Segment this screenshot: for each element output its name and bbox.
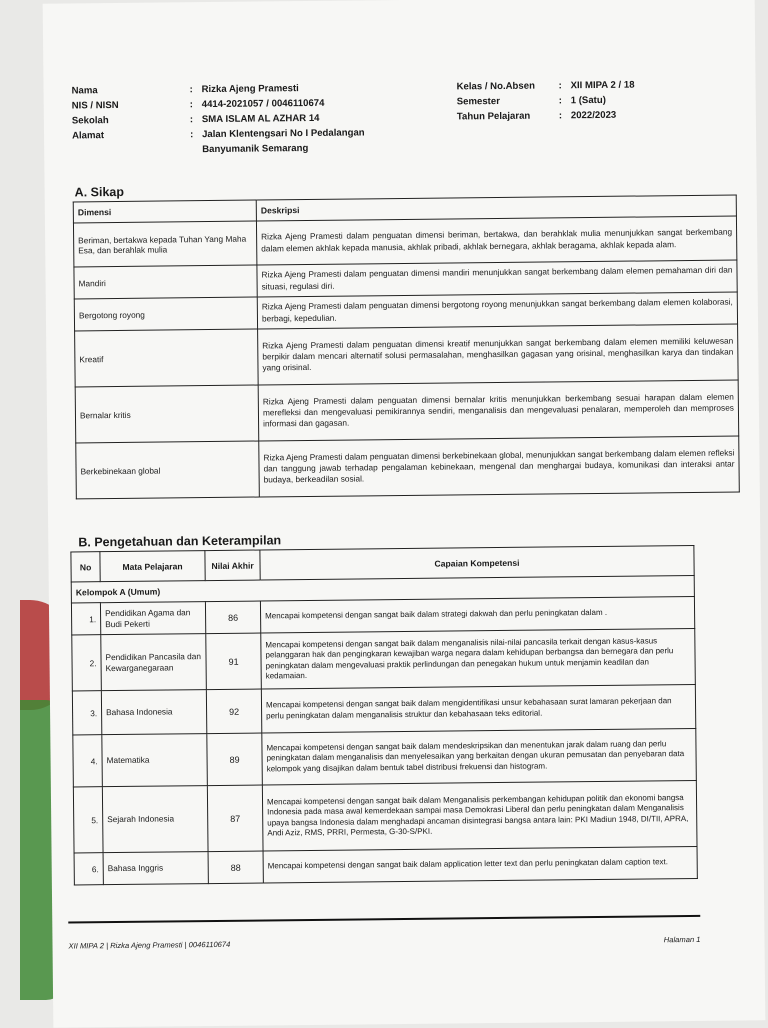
column-header-dimensi: Dimensi (73, 200, 256, 223)
row-number: 5. (73, 787, 103, 853)
sikap-table (73, 194, 740, 499)
column-header-capaian: Capaian Kompetensi (260, 545, 694, 580)
score-cell: 89 (207, 733, 263, 786)
competency-cell: Mencapai kompetensi dengan sangat baik dalam application letter text dan perlu peningkatan dalam caption text. (263, 846, 697, 883)
info-label: Semester (456, 95, 500, 108)
dimensi-cell: Kreatif (75, 329, 259, 387)
info-value: Rizka Ajeng Pramesti (201, 83, 299, 96)
competency-cell: Mencapai kompetensi dengan sangat baik dalam mengidentifikasi unsur kebahasaan surat lamaran pekerjaan dan perlu peningkatan dalam menganalisis struktur dan kebahasaan teks editorial. (261, 684, 695, 733)
info-value: XII MIPA 2 / 18 (570, 79, 635, 92)
table-row (76, 436, 740, 499)
colon: : (189, 114, 194, 126)
subject-cell: Bahasa Indonesia (101, 690, 206, 735)
footer-page-number: Halaman 1 (663, 934, 701, 945)
column-header-nilai: Nilai Akhir (205, 550, 260, 581)
footer-student-info: XII MIPA 2 | Rizka Ajeng Pramesti | 0046110674 (68, 939, 231, 951)
dimensi-cell: Mandiri (74, 265, 257, 299)
table-row (73, 216, 736, 267)
info-row-kelas (456, 78, 634, 95)
group-label: Kelompok A (Umum) (71, 575, 694, 603)
info-label: Kelas / No.Absen (456, 80, 535, 93)
table-row (72, 628, 696, 691)
info-label: Alamat (71, 130, 105, 142)
row-number: 2. (72, 635, 102, 691)
info-row-alamat (72, 122, 732, 159)
score-cell: 88 (208, 851, 263, 884)
section-title-sikap: A. Sikap (74, 184, 125, 200)
deskripsi-cell: Rizka Ajeng Pramesti dalam penguatan dimensi bernalar kritis menunjukkan berkembang sesuai harapan dalam elemen merefleksi dan mengevaluasi pemikirannya sendiri, menganalisis dan mengevaluasi penalaran, memperoleh dan memproses informasi dan gagasan. (258, 380, 739, 441)
competency-cell: Mencapai kompetensi dengan sangat baik dalam strategi dakwah dan perlu peningkatan dalam . (260, 596, 694, 633)
subject-cell: Pendidikan Pancasila dan Kewarganegaraan (101, 634, 207, 691)
score-cell: 92 (206, 689, 261, 734)
column-header-no: No (71, 552, 100, 582)
score-cell: 86 (205, 601, 260, 634)
colon: : (558, 95, 562, 107)
info-right-block (456, 78, 634, 125)
table-row (73, 780, 697, 853)
competency-cell: Mencapai kompetensi dengan sangat baik dalam mendeskripsikan dan menentukan jarak dalam ruang dan perlu peningkatan dalam menganalisis dan menyelesaikan yang berkaitan dengan ukuran pemusatan dan penyebaran data kelompok yang disajikan dalam bentuk tabel distribusi frekuensi dan histogram. (262, 728, 697, 785)
info-row-tahun (457, 108, 635, 125)
deskripsi-cell: Rizka Ajeng Pramesti dalam penguatan dimensi beriman, bertakwa, dan berahklak mulia menunjukkan sangat berkembang dalam elemen akhlak kepada manusia, akhlak pribadi, akhlak bernegara, akhlak beragama, akhlak kepada alam. (256, 216, 736, 265)
table-row (72, 684, 695, 735)
colon: : (189, 99, 193, 111)
info-value: 2022/2023 (570, 109, 617, 122)
score-cell: 91 (206, 633, 262, 690)
table-row (73, 728, 697, 787)
dimensi-cell: Beriman, bertakwa kepada Tuhan Yang Maha Esa, dan berahlak mulia (73, 221, 256, 267)
info-label: NIS / NISN (71, 99, 119, 112)
competency-cell: Mencapai kompetensi dengan sangat baik dalam menganalisis nilai-nilai pancasila terkait dengan kasus-kasus pelanggaran hak dan pengingkaran kewajiban warga negara dalam kehidupan berbangsa dan bernegara dan perlu peningkatan dalam mengevaluasi praktik perlindungan dan penegakan hukum untuk menjamin keadilan dan kedamaian. (261, 628, 696, 689)
info-value: SMA ISLAM AL AZHAR 14 (201, 112, 320, 126)
info-value: Jalan Klentengsari No I Pedalangan Banyumanik Semarang (201, 127, 365, 156)
colon: : (189, 129, 194, 141)
deskripsi-cell: Rizka Ajeng Pramesti dalam penguatan dimensi bergotong royong menunjukkan sangat berkembang dalam elemen kolaborasi, berbagi, kepedulian. (257, 292, 737, 329)
pengetahuan-table (70, 545, 697, 886)
dimensi-cell: Bergotong royong (74, 297, 257, 331)
section-title-pengetahuan: B. Pengetahuan dan Keterampilan (78, 533, 282, 550)
table-row (75, 380, 739, 443)
score-cell: 87 (207, 785, 263, 852)
student-info-header (71, 77, 732, 159)
colon: : (189, 84, 193, 96)
row-number: 3. (72, 691, 101, 735)
table-row (75, 324, 739, 387)
subject-cell: Matematika (102, 734, 208, 787)
column-header-deskripsi: Deskripsi (256, 195, 736, 221)
page-footer (68, 935, 700, 951)
footer-divider (68, 915, 700, 924)
dimensi-cell: Berkebinekaan global (76, 441, 260, 499)
subject-cell: Sejarah Indonesia (102, 786, 208, 853)
info-value: 4414-2021057 / 0046110674 (201, 97, 325, 111)
info-label: Nama (71, 85, 98, 97)
colon: : (558, 80, 562, 92)
info-label: Sekolah (71, 115, 109, 127)
dimensi-cell: Bernalar kritis (75, 385, 259, 443)
row-number: 4. (73, 735, 103, 787)
row-number: 6. (74, 853, 103, 885)
colon: : (558, 110, 563, 122)
deskripsi-cell: Rizka Ajeng Pramesti dalam penguatan dimensi berkebinekaan global, menunjukkan sangat berkembang dalam elemen refleksi dan tanggung jawab terhadap pengalaman kebinekaan, mengenal dan menghargai budaya, komunikasi dan interaksi antar budaya, berkeadilan sosial. (259, 436, 740, 497)
table-row (74, 846, 697, 885)
competency-cell: Mencapai kompetensi dengan sangat baik dalam Menganalisis perkembangan kehidupan politik dan ekonomi bangsa Indonesia pada masa awal kemerdekaan sampai masa Demokrasi Liberal dan perlu peningkatan dalam Menganalisis upaya bangsa Indonesia dalam menghadapi ancaman disintegrasi bangsa antara lain: PKI Madiun 1948, DI/TII, APRA, Andi Aziz, RMS, PRRI, Permesta, G-30-S/PKI. (262, 780, 697, 851)
info-label: Tahun Pelajaran (456, 110, 531, 123)
info-value: 1 (Satu) (570, 94, 606, 107)
row-number: 1. (71, 603, 100, 635)
column-header-mapel: Mata Pelajaran (100, 551, 205, 582)
deskripsi-cell: Rizka Ajeng Pramesti dalam penguatan dimensi kreatif menunjukkan sangat berkembang dalam elemen memiliki keluwesan berpikir dalam mencari alternatif solusi permasalahan, menghasilkan gagasan yang orisinal, menghasilkan karya dan tindakan yang orisinal. (258, 324, 739, 385)
deskripsi-cell: Rizka Ajeng Pramesti dalam penguatan dimensi mandiri menunjukkan sangat berkembang dalam elemen pemahaman diri dan situasi, regulasi diri. (257, 260, 737, 297)
subject-cell: Pendidikan Agama dan Budi Pekerti (100, 602, 205, 635)
report-page (43, 0, 766, 1028)
subject-cell: Bahasa Inggris (103, 852, 208, 885)
